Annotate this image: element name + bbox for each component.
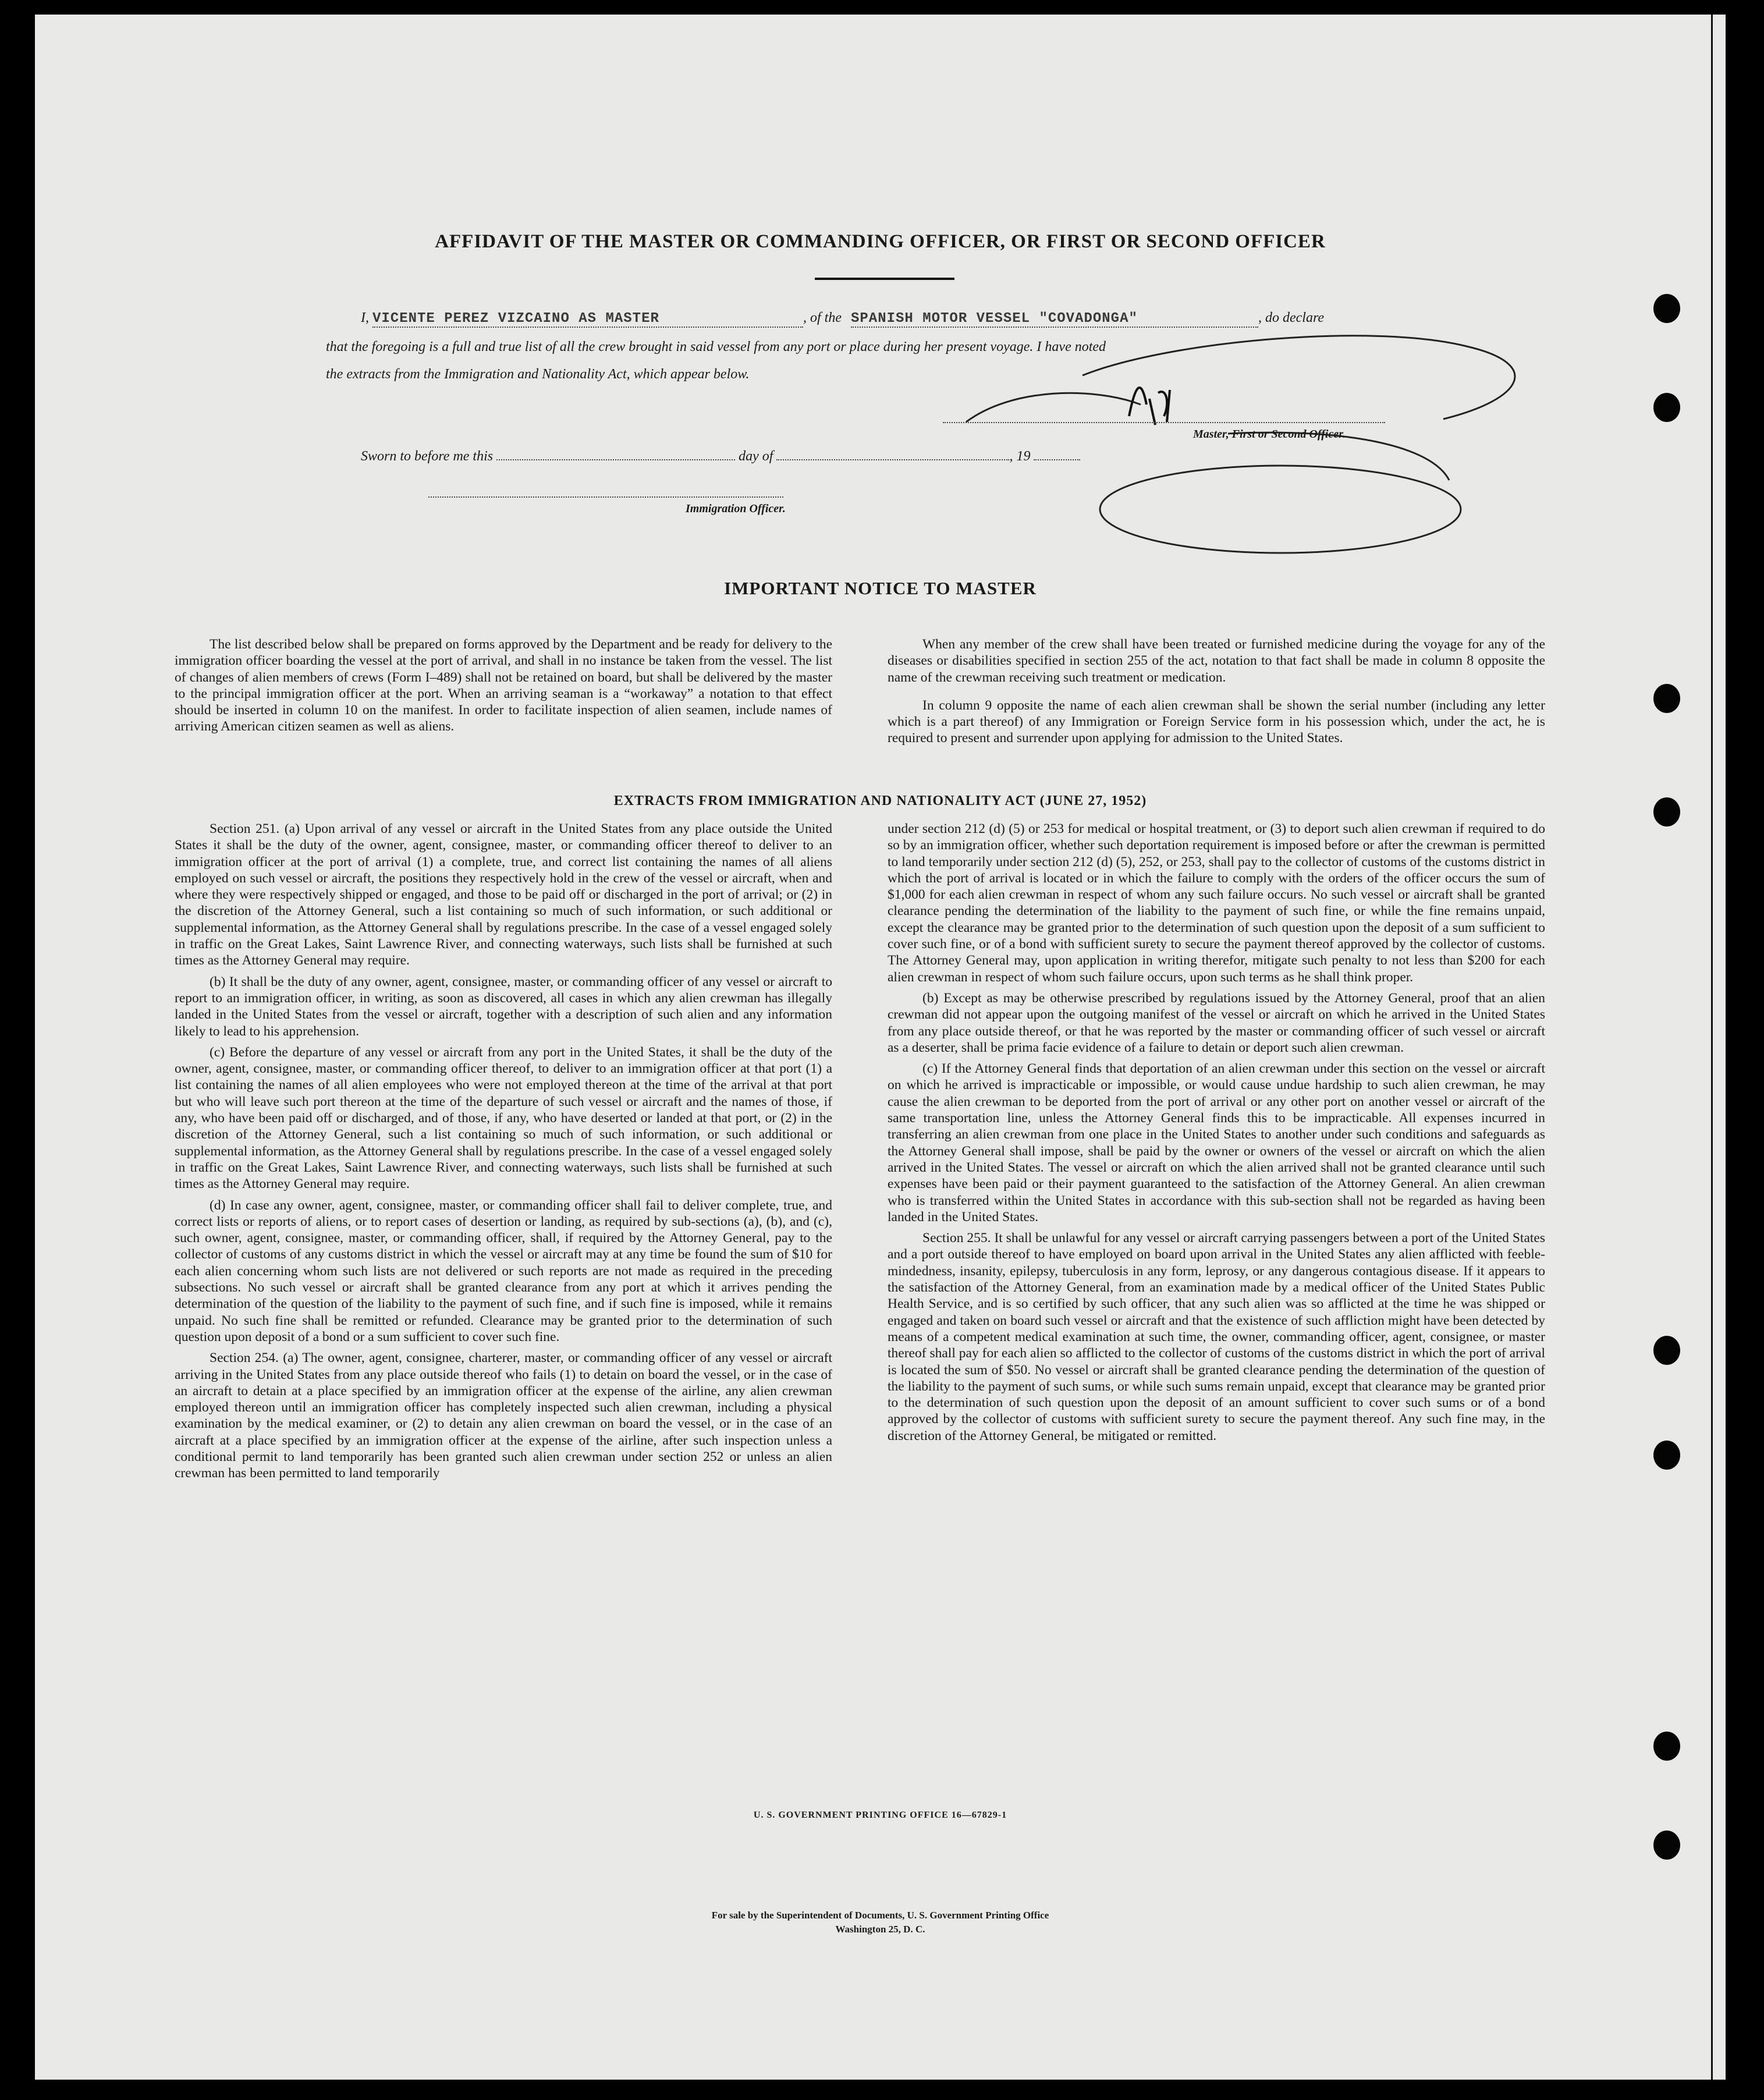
section-251-d: (d) In case any owner, agent, consignee, master, or commanding officer shall fail to deliver complete, true, and correct lists or reports of aliens, or to report cases of desertion or landing, as required by sub-sections (a), (b), and (c), such owner, agent, consignee, master, or commanding officer, shall, if required by the Attorney General, pay to the collector of customs of any customs district in which the vessel or aircraft may at any time be found the sum of $10 for each alien concerning whom such lists are not delivered or such reports are not made as required in the preceding subsections. No such vessel or aircraft shall be granted clearance from any port at which it arrives pending the determination of the question of the liability to the payment of such fine, and if such fine is imposed, while it remains unpaid. No such fine shall be remitted or refunded. Clearance may be granted prior to the determination of such question upon deposit of a bond or a sum sufficient to cover such fine. bbox=[175, 1197, 832, 1345]
punch-hole bbox=[1653, 1336, 1680, 1365]
sworn-month-field bbox=[776, 459, 1009, 460]
section-254-b: (b) Except as may be otherwise prescribed by regulations issued by the Attorney General, proof that an alien crewman did not appear upon the outgoing manifest of the vessel or aircraft on which he arrived in the United States from any place outside thereof, or that he was reported by the master or commanding officer of such vessel or aircraft as a deserter, shall be prima facie evidence of a failure to detain or deport such alien crewman. bbox=[888, 990, 1545, 1055]
section-254-c: (c) If the Attorney General finds that deportation of an alien crewman under this section on the vessel or aircraft on which he arrived is impracticable or impossible, or would cause undue hardship to such alien crewman, he may cause the alien crewman to be deported from the port of arrival or any other port on another vessel or aircraft of the same transportation line, unless the Attorney General finds this to be impracticable. All expenses incurred in transferring an alien crewman from one place in the United States to another under such conditions and safeguards as the Attorney General shall impose, shall be paid by the owner or owners of the vessel or aircraft on which the alien arrived in the United States. The vessel or aircraft on which the alien arrived shall not be granted clearance until such expenses have been paid or their payment guaranteed to the satisfaction of the Attorney General. An alien crewman who is transferred within the United States in accordance with this sub-section shall not be regarded as having been landed in the United States. bbox=[888, 1061, 1545, 1225]
year-label: , 19 bbox=[1009, 449, 1031, 464]
notice-right-column bbox=[888, 636, 1545, 747]
punch-hole bbox=[1653, 1831, 1680, 1860]
punch-hole bbox=[1653, 294, 1680, 323]
do-declare-label: , do declare bbox=[1258, 310, 1325, 325]
printing-office-line: U. S. GOVERNMENT PRINTING OFFICE 16—67829-1 bbox=[753, 1810, 1007, 1820]
section-255: Section 255. It shall be unlawful for any vessel or aircraft carrying passengers between a port of the United States and a port outside thereof to have employed on board upon arrival in the United States any alien afflicted with feeble-mindedness, insanity, epilepsy, tuberculosis in any form, leprosy, or any dangerous contagious disease. If it appears to the satisfaction of the Attorney General, from an examination made by a medical officer of the United States Public Health Service, and is so certified by such officer, that any such alien was so afflicted at the time he was shipped or engaged and taken on board such vessel or aircraft and that the existence of such affliction might have been detected by means of a competent medical examination at such time, the owner, commanding officer, agent, consignee, or master thereof shall pay for each alien so afflicted to the collector of customs of the customs district in which the port of arrival is located the sum of $50. No vessel or aircraft shall be granted clearance pending the determination of the question of the liability to the payment of such sums, or while such sums remain unpaid, except that clearance may be granted prior to the determination of such question upon the deposit of an amount sufficient to cover such sums or of a bond approved by the collector of customs with sufficient surety to secure the payment thereof. Any such fine may, in the discretion of the Attorney General, be mitigated or remitted. bbox=[888, 1230, 1545, 1443]
immigration-officer-caption: Immigration Officer. bbox=[686, 502, 786, 515]
section-251-b: (b) It shall be the duty of any owner, agent, consignee, master, or commanding officer of any vessel or aircraft to report to an immigration officer, in writing, as soon as discovered, all cases in which any alien crewman has illegally landed in the United States from the vessel or aircraft, together with a description of such alien and any information likely to lead to his apprehension. bbox=[175, 974, 832, 1039]
title-rule bbox=[815, 278, 954, 280]
notice-right-paragraph-2: In column 9 opposite the name of each alien crewman shall be shown the serial number (including any letter which is a part thereof) of any Immigration or Foreign Service form in his possession which, under the act, he is required to present and surrender upon applying for admission to the United States. bbox=[888, 697, 1545, 746]
section-254-a-continued: under section 212 (d) (5) or 253 for medical or hospital treatment, or (3) to deport such alien crewman if required to do so by an immigration officer, whether such deportation requirement is imposed before or after the crewman is permitted to land temporarily under section 212 (d) (5), 252, or 253, shall pay to the collector of customs of the customs district in which the port of arrival is located or in which the failure to comply with the orders of the officer occurs the sum of $1,000 for each alien crewman in respect of whom any such failure occurs. No such vessel or aircraft shall be granted clearance pending the determination of the liability to the payment of such fine, or while the fine remains unpaid, except the clearance may be granted prior to the determination of such question upon the deposit of a sum sufficient to cover such fine, or of a bond with sufficient surety to secure the payment thereof approved by the collector of customs. The Attorney General may, upon application in writing therefor, mitigate such penalty to not less than $200 for each alien crewman in respect of whom such failure occurs, upon such terms as he shall think proper. bbox=[888, 821, 1545, 985]
extracts-right-column bbox=[888, 821, 1545, 1444]
sworn-label: Sworn to before me this bbox=[361, 449, 494, 464]
immigration-officer-line bbox=[428, 496, 783, 498]
extracts-title: EXTRACTS FROM IMMIGRATION AND NATIONALITY ACT (JUNE 27, 1952) bbox=[613, 793, 1147, 808]
vessel-name-field: SPANISH MOTOR VESSEL "COVADONGA" bbox=[851, 311, 1258, 328]
notice-right-paragraph-1: When any member of the crew shall have been treated or furnished medicine during the voyage for any of the diseases or disabilities specified in section 255 of the act, notation to that fact shall be made in column 8 opposite the name of the crewman receiving such treatment or medication. bbox=[888, 637, 1545, 685]
page-edge-line bbox=[1711, 15, 1713, 2080]
section-251-c: (c) Before the departure of any vessel or aircraft from any port in the United States, it shall be the duty of the owner, agent, consignee, master, or commanding officer thereof, to deliver to an immigration officer at that port (1) a list containing the names of all alien employees who were not employed thereon at the time of the arrival at that port but who will leave such port thereon at the time of the departure of such vessel or aircraft and the names of those, if any, who have been paid off or discharged, and of those, if any, who have deserted or landed at that port, or (2) in the discretion of the Attorney General, such a list containing so much of such information, or such additional or supplemental information, as the Attorney General shall by regulations prescribe. In the case of a vessel engaged solely in traffic on the Great Lakes, Saint Lawrence River, and connecting waterways, such lists shall be furnished at such times as the Attorney General may require. bbox=[175, 1044, 832, 1192]
punch-hole bbox=[1653, 1732, 1680, 1761]
notice-title: IMPORTANT NOTICE TO MASTER bbox=[724, 578, 1037, 598]
notice-left-column bbox=[175, 636, 832, 735]
declaration-line-3: the extracts from the Immigration and Nationality Act, which appear below. bbox=[326, 367, 750, 382]
of-the-label: , of the bbox=[803, 310, 842, 325]
declaration-line-2: that the foregoing is a full and true list of all the crew brought in said vessel from any port or place during her present voyage. I have noted bbox=[326, 339, 1106, 354]
punch-hole bbox=[1653, 684, 1680, 713]
extracts-left-column bbox=[175, 821, 832, 1482]
section-251-a: Section 251. (a) Upon arrival of any vessel or aircraft in the United States from any place outside the United States it shall be the duty of the owner, agent, consignee, master, or commanding officer thereof to deliver to an immigration officer at the port of arrival (1) a complete, true, and correct list containing the names of all aliens employed on such vessel or aircraft, the positions they respectively hold in the crew of the vessel or aircraft, when and where they were respectively shipped or engaged, and those to be paid off or discharged in the port of arrival; or (2) in the discretion of the Attorney General, such a list containing so much of such information, or such additional or supplemental information, as the Attorney General shall by regulations prescribe. In the case of a vessel engaged solely in traffic on the Great Lakes, Saint Lawrence River, and connecting waterways, such lists shall be furnished at such times as the Attorney General may require. bbox=[175, 821, 832, 969]
section-254-a: Section 254. (a) The owner, agent, consignee, charterer, master, or commanding officer of any vessel or aircraft arriving in the United States from any place outside thereof who fails (1) to detain on board the vessel, or in the case of an aircraft to detain at a place specified by an immigration officer at the expense of the airline, any alien crewman employed thereon until an immigration officer has completely inspected such alien crewman, including a physical examination by the medical examiner, or (2) to detain any alien crewman on board the vessel, or in the case of an aircraft at a place specified by an immigration officer at the expense of the airline, after such inspection unless a conditional permit to land temporarily has been granted such alien crewman under section 252 or unless an alien crewman has been permitted to land temporarily bbox=[175, 1350, 832, 1481]
i-label: I, bbox=[361, 310, 369, 325]
signature-line bbox=[943, 422, 1385, 423]
sale-line-2: Washington 25, D. C. bbox=[835, 1924, 925, 1935]
sworn-day-field bbox=[496, 459, 735, 460]
punch-hole bbox=[1653, 1441, 1680, 1470]
notice-left-paragraph: The list described below shall be prepared on forms approved by the Department and be ready for delivery to the immigration officer boarding the vessel at the port of arrival, and shall in no instance be taken from the vessel. The list of changes of alien members of crews (Form I–489) shall not be retained on board, but shall be delivered by the master to the principal immigration officer at the port. When an arriving seaman is a “workaway” a notation to that effect should be inserted in column 10 on the manifest. In order to facilitate inspection of alien seamen, include names of arriving American citizen seamen as well as aliens. bbox=[175, 637, 832, 735]
signature-caption: Master, First or Second Officer. bbox=[1193, 428, 1346, 441]
punch-hole bbox=[1653, 393, 1680, 422]
sworn-line bbox=[361, 449, 1080, 464]
master-name-field: VICENTE PEREZ VIZCAINO AS MASTER bbox=[372, 311, 803, 328]
affidavit-title: AFFIDAVIT OF THE MASTER OR COMMANDING OFFICER, OR FIRST OR SECOND OFFICER bbox=[435, 231, 1326, 252]
form-page bbox=[35, 15, 1726, 2080]
sworn-year-field bbox=[1034, 459, 1080, 460]
day-of-label: day of bbox=[739, 449, 773, 464]
sale-line-1: For sale by the Superintendent of Documents, U. S. Government Printing Office bbox=[711, 1910, 1049, 1921]
